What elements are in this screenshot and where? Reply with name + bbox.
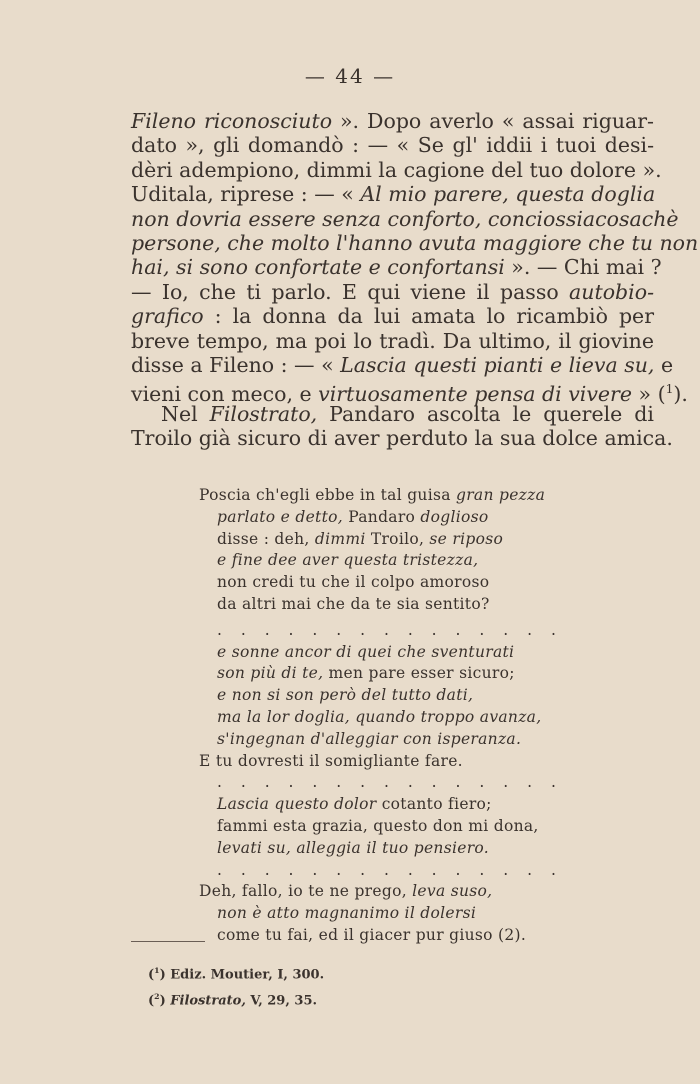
prose-line: — Io, che ti parlo. E qui viene il passo autobio- xyxy=(131,279,654,304)
verse-line: e non si son però del tutto dati, xyxy=(217,686,474,705)
prose-line: persone, che molto l'hanno avuta maggiore che tu non xyxy=(131,230,699,255)
prose-line: dato », gli domandò : — « Se gl' iddii i tuoi desi- xyxy=(131,133,654,158)
verse-line: E tu dovresti il somigliante fare. xyxy=(199,751,463,770)
prose-line: vieni con meco, e virtuosamente pensa di vivere » ($^1$). xyxy=(131,382,688,407)
prose-line: Fileno riconosciuto ». Dopo averlo « assai riguar- xyxy=(131,109,654,133)
verse-line: come tu fai, ed il giacer pur giuso (2). xyxy=(217,925,527,944)
prose-line: hai, si sono confortate e confortansi ». — Chi mai ? xyxy=(131,255,662,280)
verse-line: disse : deh, dimmi Troilo, se riposo xyxy=(217,529,504,548)
verse-line: non è atto magnanimo il dolersi xyxy=(217,904,477,923)
verse-line: non credi tu che il colpo amoroso xyxy=(217,573,490,592)
prose-line: Uditala, riprese : — « Al mio parere, questa doglia xyxy=(131,182,656,207)
verse-line: Lascia questo dolor cotanto fiero; xyxy=(217,795,492,814)
verse-line: son più di te, men pare esser sicuro; xyxy=(217,664,515,683)
verse-line: e sonne ancor di quei che sventurati xyxy=(217,642,515,661)
prose-line: dèri adempiono, dimmi la cagione del tuo dolore ». xyxy=(131,157,662,182)
ellipsis-line: . . . . . . . . . . . . . . . xyxy=(217,860,563,879)
ellipsis-line: . . . . . . . . . . . . . . . xyxy=(217,620,563,639)
prose-line: grafico : la donna da lui amata lo ricambiò per xyxy=(131,304,654,329)
prose-line: non dovria essere senza conforto, conciossiacosachè xyxy=(131,206,679,231)
verse-line: s'ingegnan d'alleggiar con isperanza. xyxy=(217,729,522,748)
verse-line: da altri mai che da te sia sentito? xyxy=(217,594,490,613)
ellipsis-line: . . . . . . . . . . . . . . . xyxy=(217,773,563,792)
verse-line: Deh, fallo, io te ne prego, leva suso, xyxy=(199,882,493,901)
prose-line: disse a Fileno : — « Lascia questi pianti e lieva su, e xyxy=(131,352,674,377)
prose-line: breve tempo, ma poi lo tradì. Da ultimo, il giovine xyxy=(131,328,654,353)
prose-line: Troilo già sicuro di aver perduto la sua dolce amica. xyxy=(131,426,673,451)
verse-line: levati su, alleggia il tuo pensiero. xyxy=(217,838,489,857)
verse-line: ma la lor doglia, quando troppo avanza, xyxy=(217,707,542,726)
footnote-rule xyxy=(131,941,205,942)
footnote: ($^1$) Ediz. Moutier, I, 300. xyxy=(148,966,325,983)
verse-line: Poscia ch'egli ebbe in tal guisa gran pezza xyxy=(199,486,546,504)
footnotes xyxy=(148,958,548,1010)
verse-line: parlato e detto, Pandaro doglioso xyxy=(217,507,489,526)
footnote: ($^2$) Filostrato, V, 29, 35. xyxy=(148,992,318,1009)
page-number: — 44 — xyxy=(304,64,396,88)
verse-line: fammi esta grazia, questo don mi dona, xyxy=(217,816,539,835)
verse-line: e fine dee aver questa tristezza, xyxy=(217,551,479,570)
prose-block xyxy=(131,109,699,451)
verse-block xyxy=(199,485,599,947)
prose-line: Nel Filostrato, Pandaro ascolta le querele di xyxy=(161,401,654,426)
